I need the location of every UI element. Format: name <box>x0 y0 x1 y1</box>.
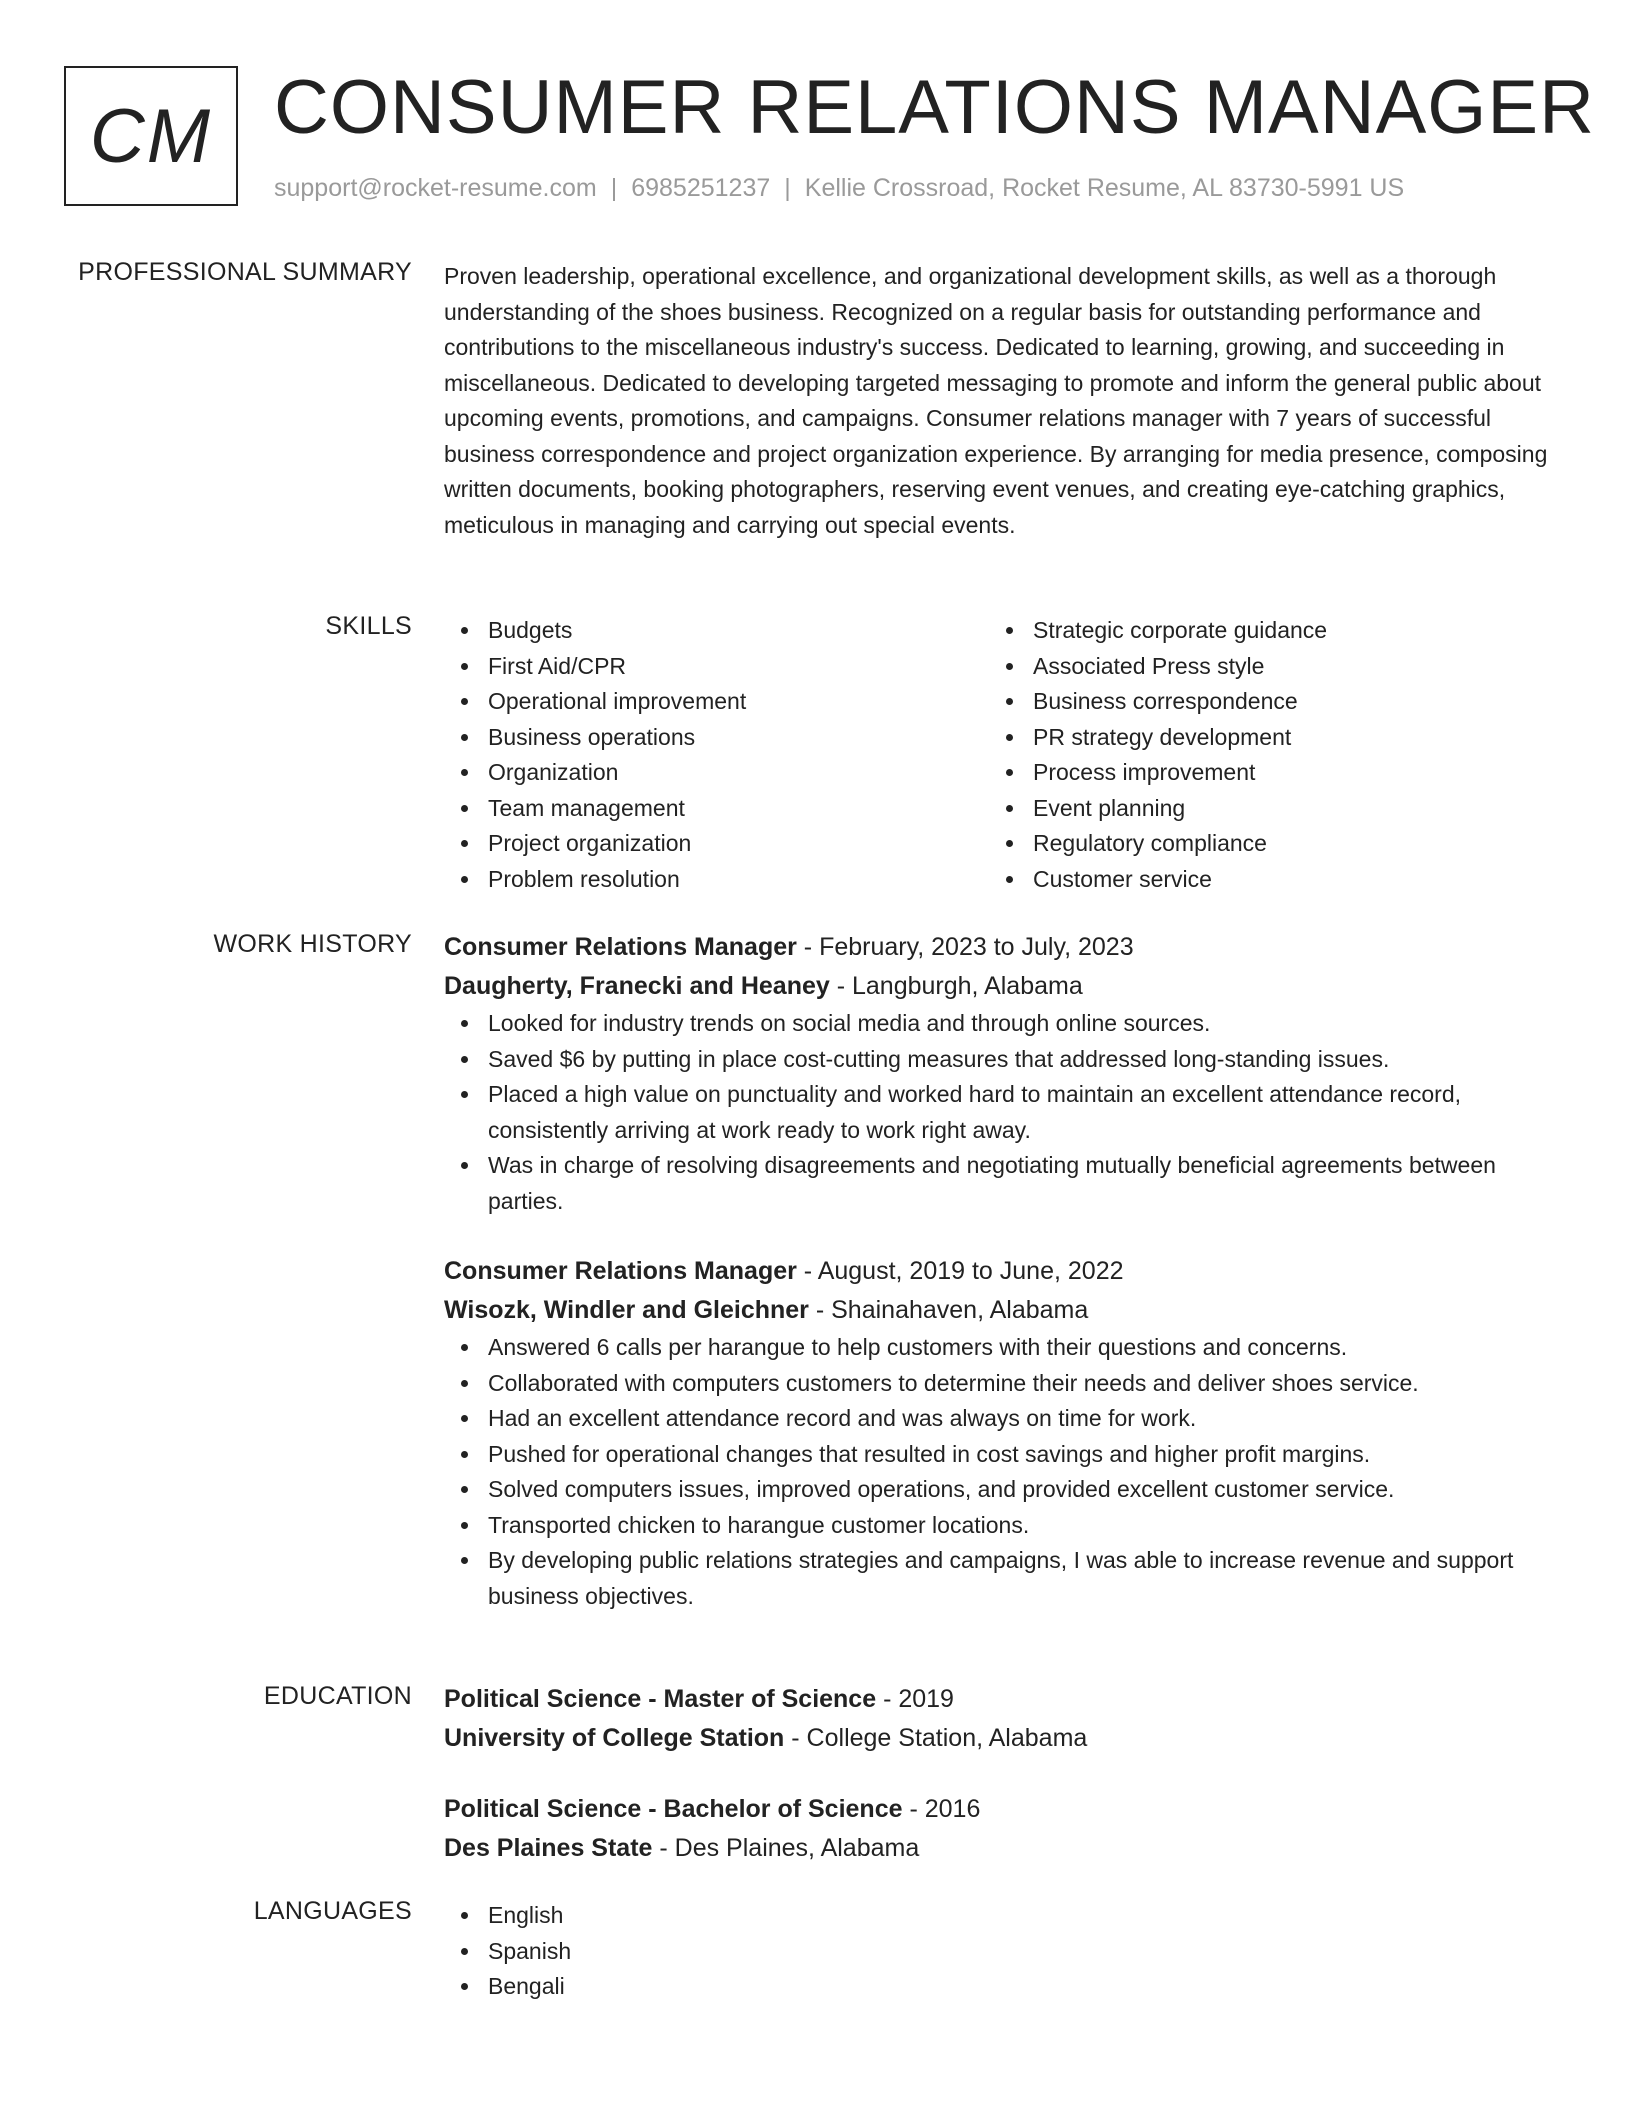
skill-item: Event planning <box>989 791 1534 827</box>
section-label-work: WORK HISTORY <box>213 930 412 958</box>
job-title-line <box>444 1252 1554 1291</box>
education-body <box>444 1680 1554 1868</box>
degree-year: - 2016 <box>902 1795 981 1823</box>
contact-address: Kellie Crossroad, Rocket Resume, AL 83730-5991 US <box>804 174 1405 202</box>
job-dates: - August, 2019 to June, 2022 <box>796 1257 1124 1285</box>
skills-body <box>444 613 1554 897</box>
school: Des Plaines State <box>444 1834 653 1862</box>
skill-item: Project organization <box>444 826 989 862</box>
summary-text: Proven leadership, operational excellence, and organizational development skills, as well as a thorough understanding of the shoes business. Recognized on a regular basis for outstanding performance and contributions to the miscellaneous industry's success. Dedicated to learning, growing, and succeeding in miscellaneous. Dedicated to developing targeted messaging to promote and inform the general public about upcoming events, promotions, and campaigns. Consumer relations manager with 7 years of successful business correspondence and project organization experience. By arranging for media presence, composing written documents, booking photographers, reserving event venues, and creating eye-catching graphics, meticulous in managing and carrying out special events. <box>444 263 1548 538</box>
skills-list-left <box>444 613 989 897</box>
page-title: CONSUMER RELATIONS MANAGER <box>274 65 1595 150</box>
contact-separator: | <box>610 174 618 202</box>
job-bullet: Was in charge of resolving disagreements and negotiating mutually beneficial agreements between parties. <box>444 1148 1554 1219</box>
skill-item: First Aid/CPR <box>444 649 989 685</box>
summary-body <box>444 259 1554 543</box>
section-label-languages: LANGUAGES <box>253 1897 412 1925</box>
job-bullet: Answered 6 calls per harangue to help customers with their questions and concerns. <box>444 1330 1554 1366</box>
job-bullet: Had an excellent attendance record and was always on time for work. <box>444 1401 1554 1437</box>
job-bullet: Transported chicken to harangue customer locations. <box>444 1508 1554 1544</box>
job-bullets <box>444 1330 1554 1614</box>
degree: Political Science - Master of Science <box>444 1685 877 1713</box>
job-bullets <box>444 1006 1554 1219</box>
section-label-skills: SKILLS <box>325 612 412 640</box>
languages-body <box>444 1898 1554 2005</box>
job-company-line <box>444 967 1554 1006</box>
skill-item: Regulatory compliance <box>989 826 1534 862</box>
skill-item: Process improvement <box>989 755 1534 791</box>
contact-email: support@rocket-resume.com <box>274 174 597 202</box>
job-title-line <box>444 928 1554 967</box>
job-entry <box>444 928 1554 1219</box>
education-entry <box>444 1790 1554 1868</box>
degree: Political Science - Bachelor of Science <box>444 1795 903 1823</box>
degree-line <box>444 1790 1554 1829</box>
school-line <box>444 1829 1554 1868</box>
job-bullet: Pushed for operational changes that resulted in cost savings and higher profit margins. <box>444 1437 1554 1473</box>
skill-item: Problem resolution <box>444 862 989 898</box>
job-title: Consumer Relations Manager <box>444 933 797 961</box>
skills-list-right <box>989 613 1534 897</box>
skill-item: PR strategy development <box>989 720 1534 756</box>
skill-item: Operational improvement <box>444 684 989 720</box>
contact-phone: 6985251237 <box>631 174 771 202</box>
skill-item: Strategic corporate guidance <box>989 613 1534 649</box>
work-history-body <box>444 928 1554 1614</box>
skill-item: Team management <box>444 791 989 827</box>
resume-header <box>64 65 1595 216</box>
skill-item: Business operations <box>444 720 989 756</box>
job-bullet: Solved computers issues, improved operations, and provided excellent customer service. <box>444 1472 1554 1508</box>
language-item: Spanish <box>444 1934 1554 1970</box>
skill-item: Associated Press style <box>989 649 1534 685</box>
section-label-summary: PROFESSIONAL SUMMARY <box>78 258 412 286</box>
degree-line <box>444 1680 1554 1719</box>
school-line <box>444 1719 1554 1758</box>
skill-item: Budgets <box>444 613 989 649</box>
monogram-logo: CM <box>64 66 238 206</box>
job-location: - Shainahaven, Alabama <box>808 1296 1089 1324</box>
contact-separator: | <box>784 174 791 202</box>
language-item: English <box>444 1898 1554 1934</box>
job-company: Wisozk, Windler and Gleichner <box>444 1296 809 1324</box>
job-dates: - February, 2023 to July, 2023 <box>796 933 1134 961</box>
job-bullet: Looked for industry trends on social media and through online sources. <box>444 1006 1554 1042</box>
degree-year: - 2019 <box>876 1685 954 1713</box>
school-location: - Des Plaines, Alabama <box>652 1834 920 1862</box>
job-company: Daugherty, Franecki and Heaney <box>444 972 830 1000</box>
contact-line <box>274 174 1404 203</box>
education-entry <box>444 1680 1554 1758</box>
job-title: Consumer Relations Manager <box>444 1257 797 1285</box>
language-item: Bengali <box>444 1969 1554 2005</box>
languages-list <box>444 1898 1554 2005</box>
job-bullet: By developing public relations strategies and campaigns, I was able to increase revenue and support business objectives. <box>444 1543 1554 1614</box>
job-bullet: Saved $6 by putting in place cost-cutting measures that addressed long-standing issues. <box>444 1042 1554 1078</box>
job-entry <box>444 1252 1554 1614</box>
skill-item: Business correspondence <box>989 684 1534 720</box>
job-company-line <box>444 1291 1554 1330</box>
skill-item: Customer service <box>989 862 1534 898</box>
skill-item: Organization <box>444 755 989 791</box>
job-bullet: Collaborated with computers customers to determine their needs and deliver shoes service. <box>444 1366 1554 1402</box>
school: University of College Station <box>444 1724 785 1752</box>
school-location: - College Station, Alabama <box>784 1724 1088 1752</box>
job-bullet: Placed a high value on punctuality and worked hard to maintain an excellent attendance record, consistently arriving at work ready to work right away. <box>444 1077 1554 1148</box>
job-location: - Langburgh, Alabama <box>829 972 1083 1000</box>
section-label-education: EDUCATION <box>263 1682 412 1710</box>
